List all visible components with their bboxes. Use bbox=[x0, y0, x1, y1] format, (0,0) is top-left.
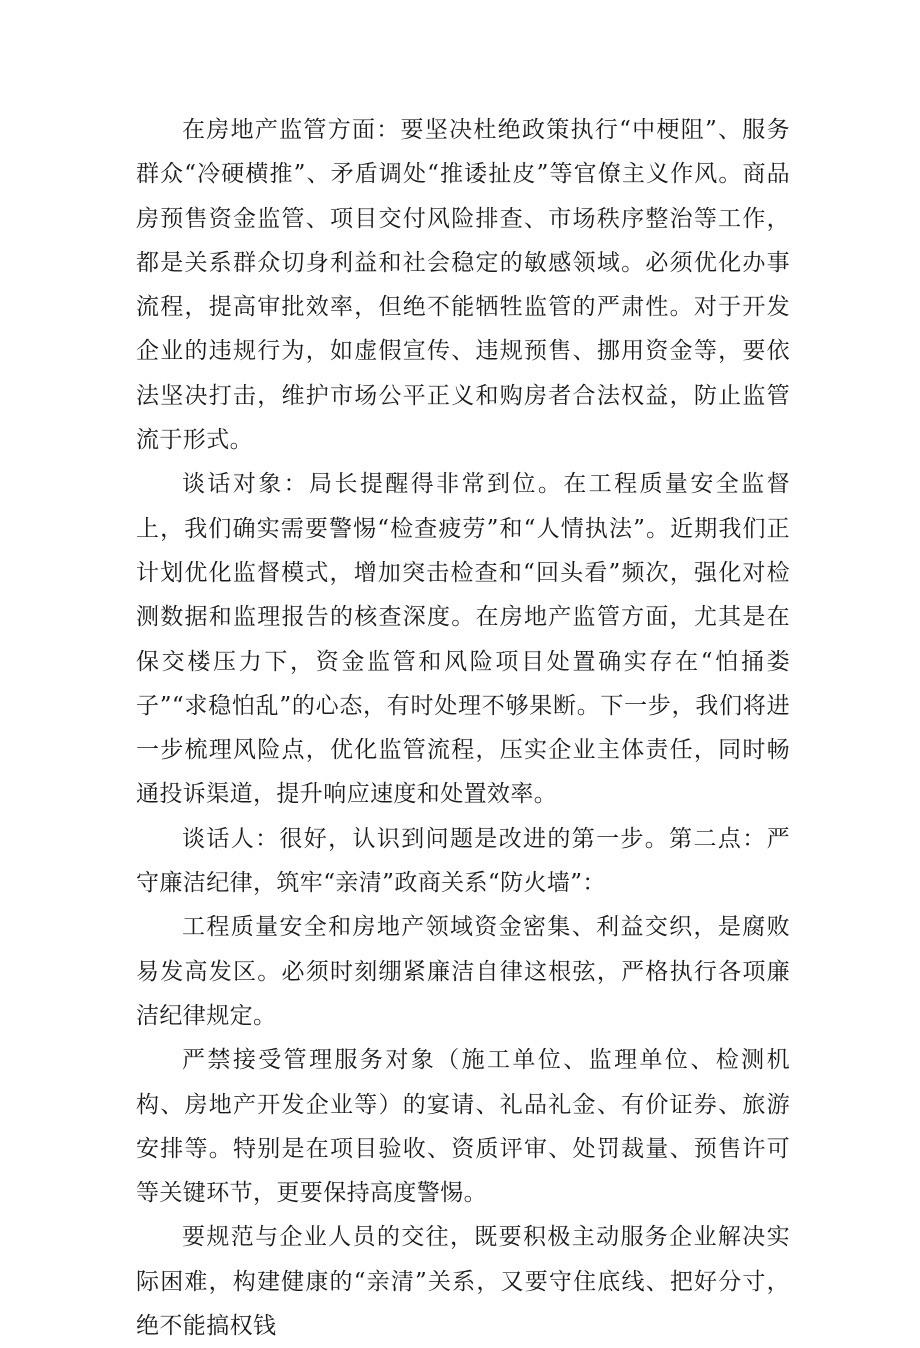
paragraph-integrity-discipline: 工程质量安全和房地产领域资金密集、利益交织，是腐败易发高发区。必须时刻绷紧廉洁自律这根弦，严格执行各项廉洁纪律规定。 bbox=[136, 914, 790, 1029]
document-body bbox=[136, 108, 790, 1348]
paragraph-interviewee-response: 谈话对象：局长提醒得非常到位。在工程质量安全监督上，我们确实需要警惕“检查疲劳”和“人情执法”。近期我们正计划优化监督模式，增加突击检查和“回头看”频次，强化对检测数据和监理报告的核查深度。在房地产监管方面，尤其是在保交楼压力下，资金监管和风险项目处置确实存在“怕捅娄子”“求稳怕乱”的心态，有时处理不够果断。下一步，我们将进一步梳理风险点，优化监管流程，压实企业主体责任，同时畅通投诉渠道，提升响应速度和处置效率。 bbox=[136, 471, 790, 808]
paragraph-interviewer-second-point: 谈话人：很好，认识到问题是改进的第一步。第二点：严守廉洁纪律，筑牢“亲清”政商关系“防火墙”： bbox=[136, 825, 790, 897]
paragraph-enterprise-interaction: 要规范与企业人员的交往，既要积极主动服务企业解决实际困难，构建健康的“亲清”关系，又要守住底线、把好分寸，绝不能搞权钱 bbox=[136, 1224, 790, 1340]
paragraph-real-estate-supervision: 在房地产监管方面：要坚决杜绝政策执行“中梗阻”、服务群众“冷硬横推”、矛盾调处“推诿扯皮”等官僚主义作风。商品房预售资金监管、项目交付风险排查、市场秩序整治等工作，都是关系群众切身利益和社会稳定的敏感领域。必须优化办事流程，提高审批效率，但绝不能牺牲监管的严肃性。对于开发企业的违规行为，如虚假宣传、违规预售、挪用资金等，要依法坚决打击，维护市场公平正义和购房者合法权益，防止监管流于形式。 bbox=[136, 117, 790, 454]
paragraph-prohibited-acceptance: 严禁接受管理服务对象（施工单位、监理单位、检测机构、房地产开发企业等）的宴请、礼品礼金、有价证券、旅游安排等。特别是在项目验收、资质评审、处罚裁量、预售许可等关键环节，更要保持高度警惕。 bbox=[136, 1047, 790, 1207]
